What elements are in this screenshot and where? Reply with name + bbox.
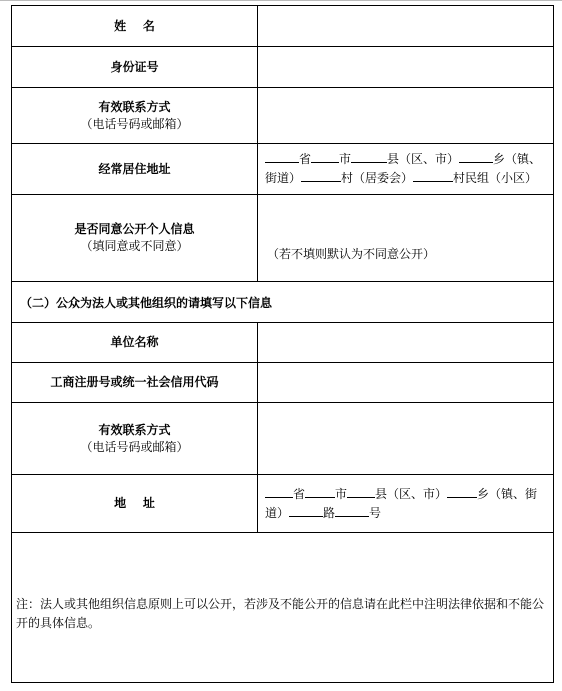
consent-label: 是否同意公开个人信息 [74,222,195,236]
addr-town: 乡（镇、 [493,152,542,166]
consent-sub: （填同意或不同意） [80,239,189,253]
addr-province: 省 [299,152,312,166]
reg-code-field[interactable] [258,363,554,403]
name-field[interactable] [258,6,554,47]
unit-name-label: 单位名称 [12,323,258,363]
org-address-field[interactable] [258,475,554,533]
addr-city: 市 [339,152,352,166]
addr-group: 村民组（小区） [453,171,538,185]
org-contact-row [12,403,554,475]
org-address-label: 地 址 [12,475,258,533]
org-addr-road: 路 [323,505,336,520]
name-label: 姓 名 [12,6,258,47]
org-addr-number: 号 [369,505,382,520]
consent-label-cell [12,195,258,282]
unit-name-field[interactable] [258,323,554,363]
section2-title: （二）公众为法人或其他组织的请填写以下信息 [12,282,554,323]
org-contact-label-cell [12,403,258,475]
id-row [12,47,554,88]
reg-row [12,363,554,403]
personal-contact-sub: （电话号码或邮箱） [80,116,189,131]
org-address-row [12,475,554,533]
info-form-table [11,5,554,683]
personal-contact-row [12,88,554,144]
org-contact-label: 有效联系方式 [98,422,171,437]
org-addr-town: 乡（镇、街 [477,486,538,501]
personal-contact-label-cell [12,88,258,144]
name-row [12,6,554,47]
personal-contact-label: 有效联系方式 [98,99,171,114]
addr-street: 街道） [265,171,302,185]
section2-row [12,282,554,323]
id-number-field[interactable] [258,47,554,88]
addr-village: 村（居委会） [341,171,414,185]
note-row [12,533,554,683]
residence-field[interactable] [258,144,554,195]
consent-row [12,195,554,282]
org-addr-county: 县（区、市） [375,486,448,501]
personal-contact-field[interactable] [258,88,554,144]
org-contact-field[interactable] [258,403,554,475]
org-addr-street: 道） [265,505,290,520]
consent-hint: （若不填则默认为不同意公开） [267,246,436,261]
note-text[interactable]: 注：法人或其他组织信息原则上可以公开，若涉及不能公开的信息请在此栏中注明法律依据和不能公开的具体信息。 [12,533,554,683]
residence-row [12,144,554,195]
reg-code-label: 工商注册号或统一社会信用代码 [12,363,258,403]
residence-label: 经常居住地址 [12,144,258,195]
addr-county: 县（区、市） [387,152,460,166]
org-addr-province: 省 [293,486,306,501]
id-number-label: 身份证号 [12,47,258,88]
org-addr-city: 市 [335,486,348,501]
consent-field[interactable] [258,195,554,282]
unit-row [12,323,554,363]
org-contact-sub: （电话号码或邮箱） [80,439,189,454]
